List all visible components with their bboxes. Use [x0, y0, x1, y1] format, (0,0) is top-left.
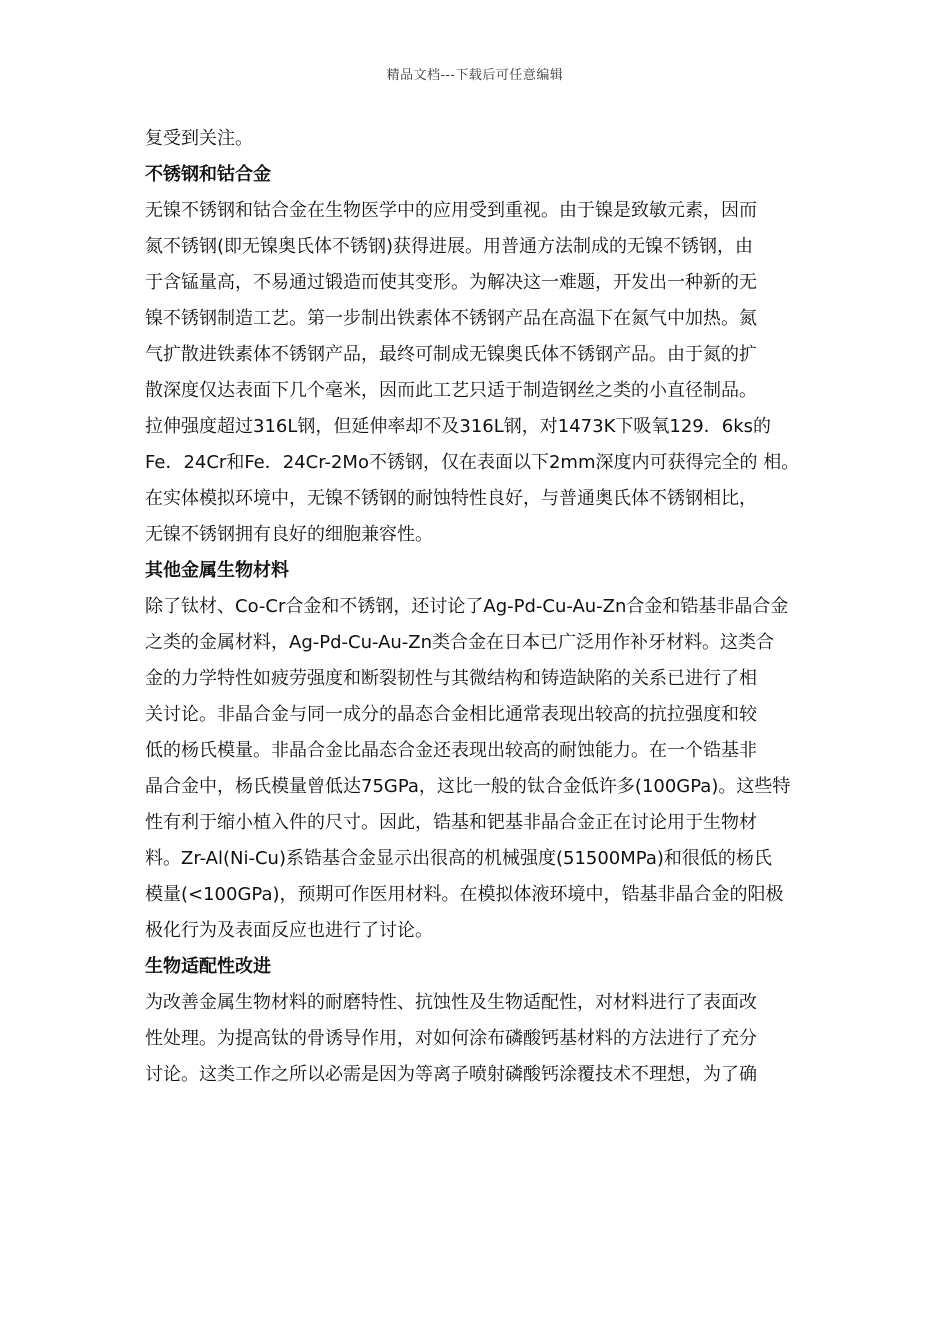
- text-line: 金的力学特性如疲劳强度和断裂韧性与其微结构和铸造缺陷的关系已进行了相: [145, 668, 757, 689]
- text-line: 性处理。为提高钛的骨诱导作用，对如何涂布磷酸钙基材料的方法进行了充分: [145, 1028, 757, 1049]
- text-line: 拉伸强度超过316L钢，但延伸率却不及316L钢，对1473K下吸氧129．6ks的: [145, 416, 771, 437]
- text-line: 为改善金属生物材料的耐磨特性、抗蚀性及生物适配性，对材料进行了表面改: [145, 992, 757, 1013]
- text-line: 极化行为及表面反应也进行了讨论。: [145, 920, 433, 941]
- text-line: 气扩散进铁素体不锈钢产品，最终可制成无镍奥氏体不锈钢产品。由于氮的扩: [145, 344, 757, 365]
- text-line: 在实体模拟环境中，无镍不锈钢的耐蚀特性良好，与普通奥氏体不锈钢相比，: [145, 488, 757, 509]
- text-line: 料。Zr-Al(Ni-Cu)系锆基合金显示出很高的机械强度(51500MPa)和很低的杨氏: [145, 848, 772, 869]
- text-line: 讨论。这类工作之所以必需是因为等离子喷射磷酸钙涂覆技术不理想，为了确: [145, 1064, 757, 1085]
- text-line: 散深度仅达表面下几个毫米，因而此工艺只适于制造钢丝之类的小直径制品。: [145, 380, 757, 401]
- text-line: 性有利于缩小植入件的尺寸。因此，锆基和钯基非晶合金正在讨论用于生物材: [145, 812, 757, 833]
- page-header: 精品文档---下载后可任意编辑: [386, 68, 564, 83]
- section-heading: 不锈钢和钴合金: [145, 164, 271, 185]
- text-line: 镍不锈钢制造工艺。第一步制出铁素体不锈钢产品在高温下在氮气中加热。氮: [145, 308, 757, 329]
- text-line: 低的杨氏模量。非晶合金比晶态合金还表现出较高的耐蚀能力。在一个锆基非: [145, 740, 757, 761]
- text-line: 于含锰量高，不易通过锻造而使其变形。为解决这一难题，开发出一种新的无: [145, 272, 757, 293]
- text-line: 复受到关注。: [145, 128, 253, 149]
- text-line: 关讨论。非晶合金与同一成分的晶态合金相比通常表现出较高的抗拉强度和较: [145, 704, 757, 725]
- text-line: 无镍不锈钢拥有良好的细胞兼容性。: [145, 524, 433, 545]
- text-line: 晶合金中，杨氏模量曾低达75GPa，这比一般的钛合金低许多(100GPa)。这些特: [145, 776, 791, 797]
- text-line: 无镍不锈钢和钴合金在生物医学中的应用受到重视。由于镍是致敏元素，因而: [145, 200, 757, 221]
- text-line: 之类的金属材料，Ag-Pd-Cu-Au-Zn类合金在日本已广泛用作补牙材料。这类合: [145, 632, 775, 653]
- section-heading: 生物适配性改进: [145, 956, 271, 977]
- text-line: 氮不锈钢(即无镍奥氏体不锈钢)获得进展。用普通方法制成的无镍不锈钢，由: [145, 236, 754, 257]
- text-line: Fe．24Cr和Fe．24Cr-2Mo不锈钢，仅在表面以下2mm深度内可获得完全的 相。: [145, 452, 800, 473]
- text-line: 模量(<100GPa)，预期可作医用材料。在模拟体液环境中，锆基非晶合金的阳极: [145, 884, 784, 905]
- section-heading: 其他金属生物材料: [145, 560, 289, 581]
- text-line: 除了钛材、Co-Cr合金和不锈钢，还讨论了Ag-Pd-Cu-Au-Zn合金和锆基非晶合金: [145, 596, 789, 617]
- document-body: [145, 121, 813, 1093]
